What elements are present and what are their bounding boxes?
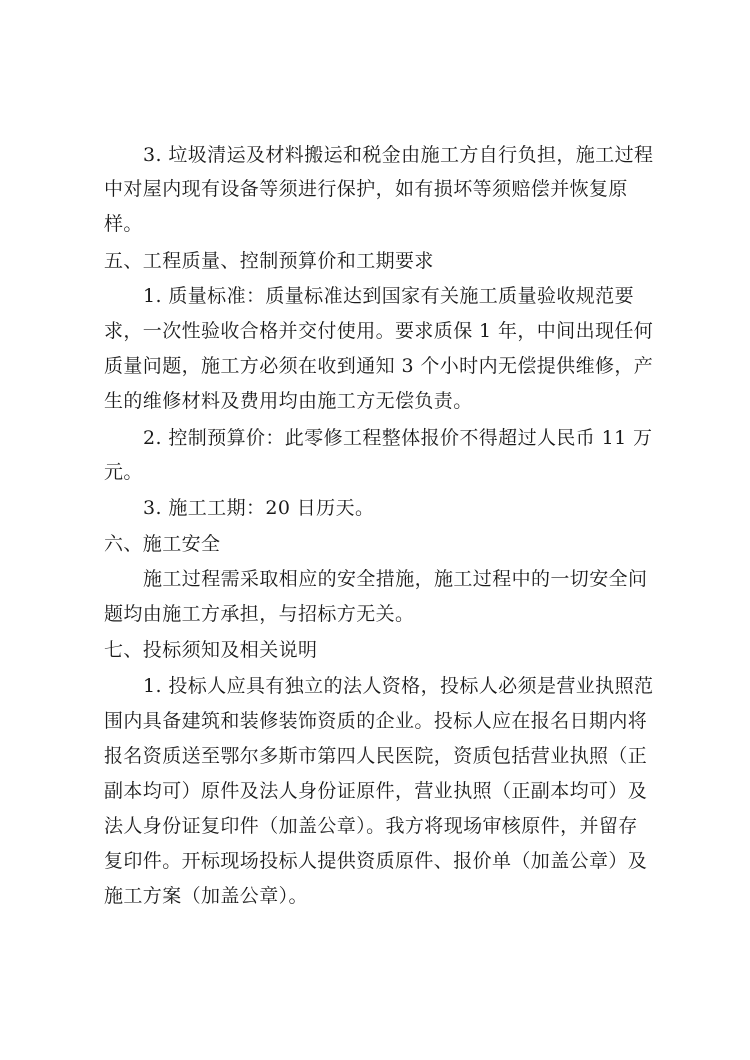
text-line: 题均由施工方承担，与招标方无关。: [104, 603, 415, 625]
section-heading: 六、施工安全: [104, 533, 221, 555]
text-line: 质量问题，施工方必须在收到通知 3 个小时内无偿提供维修，产: [104, 355, 654, 377]
text-line: 3. 垃圾清运及材料搬运和税金由施工方自行负担，施工过程: [143, 144, 654, 166]
section-heading: 五、工程质量、控制预算价和工期要求: [104, 250, 434, 272]
text-line: 1. 投标人应具有独立的法人资格，投标人必须是营业执照范: [143, 675, 654, 697]
text-line: 中对屋内现有设备等须进行保护，如有损坏等须赔偿并恢复原: [104, 178, 628, 200]
text-line: 生的维修材料及费用均由施工方无偿负责。: [104, 390, 473, 412]
text-line: 围内具备建筑和装修装饰资质的企业。投标人应在报名日期内将: [104, 710, 648, 732]
text-line: 1. 质量标准：质量标准达到国家有关施工质量验收规范要: [143, 285, 634, 307]
text-line: 报名资质送至鄂尔多斯市第四人民医院，资质包括营业执照（正: [104, 745, 648, 767]
text-line: 求，一次性验收合格并交付使用。要求质保 1 年，中间出现任何: [104, 320, 654, 342]
text-line: 法人身份证复印件（加盖公章）。我方将现场审核原件，并留存: [104, 815, 638, 837]
text-line: 元。: [104, 461, 143, 483]
text-line: 施工过程需采取相应的安全措施，施工过程中的一切安全问: [143, 568, 648, 590]
text-line: 样。: [104, 213, 143, 235]
text-line: 2. 控制预算价：此零修工程整体报价不得超过人民币 11 万: [143, 427, 653, 449]
text-line: 施工方案（加盖公章）。: [104, 885, 308, 907]
text-line: 3. 施工工期：20 日历天。: [143, 497, 375, 519]
text-line: 副本均可）原件及法人身份证原件，营业执照（正副本均可）及: [104, 780, 648, 802]
text-line: 复印件。开标现场投标人提供资质原件、报价单（加盖公章）及: [104, 850, 648, 872]
section-heading: 七、投标须知及相关说明: [104, 639, 318, 661]
